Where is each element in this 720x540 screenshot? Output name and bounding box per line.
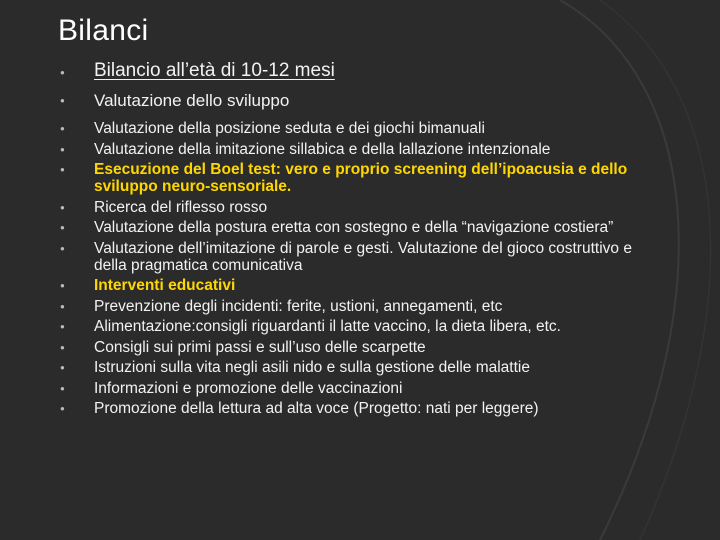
list-item: ● Valutazione della postura eretta con sostegno e della “navigazione costiera”: [60, 219, 614, 236]
list-item: ● Consigli sui primi passi e sull’uso delle scarpette: [60, 338, 426, 356]
list-item: ● Bilancio all’età di 10-12 mesi: [60, 60, 660, 82]
dot-icon: ●: [60, 144, 65, 154]
dot-icon: ●: [60, 342, 65, 352]
dot-icon: ●: [60, 243, 65, 253]
list-item: ● Interventi educativi: [60, 277, 236, 294]
list-item: ● Ricerca del riflesso rosso: [60, 198, 268, 216]
list-item: ● Valutazione della posizione seduta e dei giochi bimanuali: [60, 120, 485, 137]
dot-icon: ●: [60, 124, 65, 133]
dot-icon: ●: [60, 165, 65, 174]
bullet-list: [60, 60, 660, 421]
dot-icon: ●: [60, 223, 65, 232]
list-item: ● Istruzioni sulla vita negli asili nido e sulla gestione delle malattie: [60, 359, 530, 376]
dot-icon: ●: [60, 404, 65, 413]
list-item: ● Valutazione dello sviluppo: [60, 91, 290, 110]
dot-icon: ●: [60, 202, 65, 212]
list-item: ● Promozione della lettura ad alta voce (Progetto: nati per leggere): [60, 400, 539, 417]
list-item: ● Valutazione della imitazione sillabica e della lallazione intenzionale: [60, 140, 551, 158]
list-item: ● Alimentazione:consigli riguardanti il latte vaccino, la dieta libera, etc.: [60, 318, 561, 335]
list-item: ● Prevenzione degli incidenti: ferite, ustioni, annegamenti, etc: [60, 297, 503, 315]
list-item: ● Valutazione dell’imitazione di parole e gesti. Valutazione del gioco costruttivo e della pragmatica comunicativa: [60, 239, 632, 274]
dot-icon: ●: [60, 383, 65, 393]
list-item: ● Informazioni e promozione delle vaccinazioni: [60, 379, 403, 397]
dot-icon: ●: [60, 281, 65, 290]
slide-title: Bilanci: [58, 14, 149, 47]
dot-icon: ●: [60, 68, 65, 77]
dot-icon: ●: [60, 363, 65, 372]
dot-icon: ●: [60, 301, 65, 311]
dot-icon: ●: [60, 322, 65, 331]
dot-icon: ●: [60, 96, 65, 105]
list-item: ● Esecuzione del Boel test: vero e proprio screening dell’ipoacusia e dello sviluppo neuro-sensoriale.: [60, 161, 628, 195]
